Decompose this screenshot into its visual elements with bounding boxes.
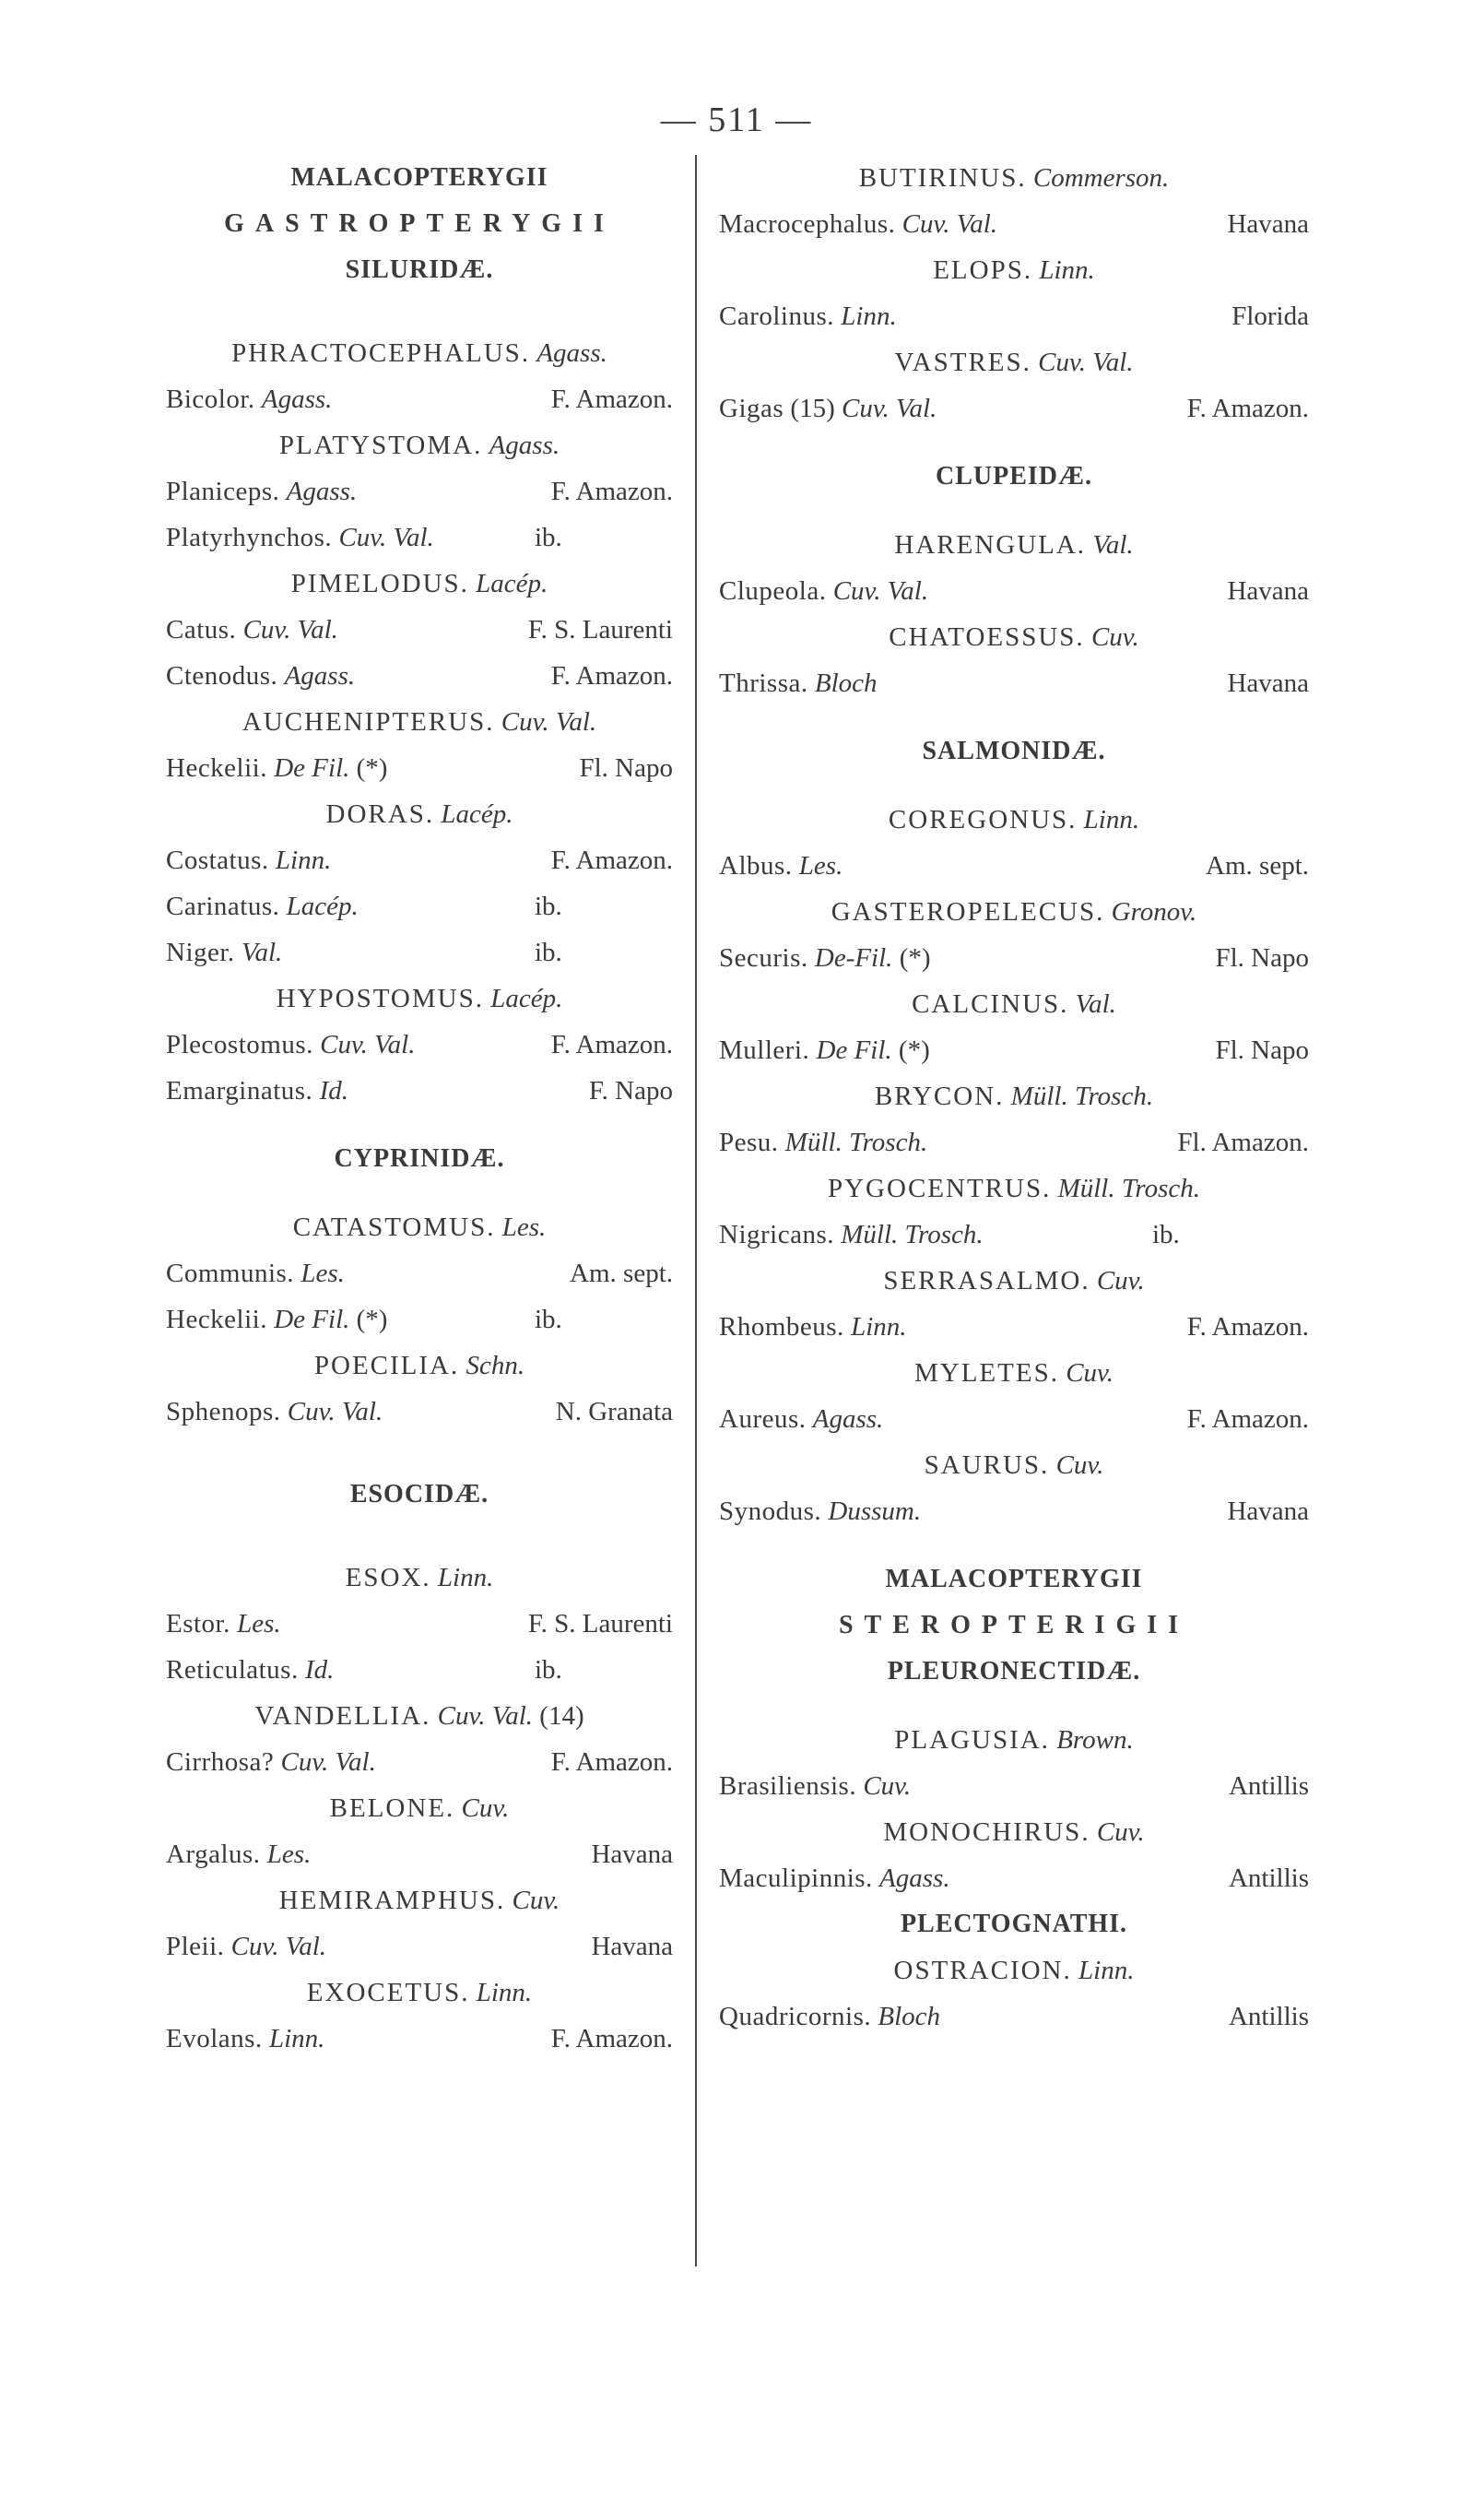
species-locality: Am. sept. <box>570 1259 673 1288</box>
genus-note: (14) <box>539 1701 584 1731</box>
genus-name: PYGOCENTRUS. <box>827 1174 1052 1203</box>
genus-heading <box>719 889 1309 935</box>
section-heading: GASTROPTERYGII <box>224 209 615 238</box>
species-entry <box>166 1739 673 1785</box>
species-authority: Les. <box>300 1259 345 1288</box>
genus-authority: Cuv. <box>1096 1817 1145 1847</box>
genus-authority: Cuv. <box>461 1793 510 1823</box>
species-name: Niger. <box>166 938 235 967</box>
species-name: Synodus. <box>719 1497 822 1526</box>
species-name: Clupeola. <box>719 576 827 606</box>
genus-heading <box>719 797 1309 843</box>
species-locality: F. Amazon. <box>550 1030 673 1059</box>
species-name: Brasiliensis. <box>719 1771 857 1801</box>
species-authority: Linn. <box>851 1312 907 1342</box>
species-locality: Antillis <box>1228 2002 1309 2031</box>
species-entry <box>166 1296 673 1343</box>
species-authority: Cuv. Val. <box>230 1932 327 1961</box>
species-locality: F. S. Laurenti <box>527 615 673 645</box>
spacer <box>166 1182 673 1204</box>
species-entry <box>719 1763 1309 1809</box>
section-heading: CLUPEIDÆ. <box>935 462 1092 491</box>
section-heading: STEROPTERIGII <box>838 1611 1190 1639</box>
species-authority: Cuv. Val. <box>832 576 929 606</box>
genus-authority: Cuv. Val. <box>437 1701 534 1731</box>
species-name: Costatus. <box>166 846 269 875</box>
genus-authority: Val. <box>1092 530 1134 560</box>
genus-authority: Linn. <box>476 1978 533 2007</box>
genus-authority: Gronov. <box>1111 897 1197 927</box>
genus-authority: Schn. <box>465 1351 525 1380</box>
genus-name: PHRACTOCEPHALUS. <box>231 338 531 368</box>
genus-heading <box>166 1204 673 1250</box>
species-locality: Havana <box>1227 668 1309 698</box>
section-heading: ESOCIDÆ. <box>349 1480 489 1508</box>
species-note: (15) <box>790 394 835 423</box>
species-authority: Cuv. <box>863 1771 912 1801</box>
genus-heading <box>719 1165 1309 1212</box>
genus-authority: Müll. Trosch. <box>1010 1082 1154 1111</box>
genus-heading <box>719 1258 1309 1304</box>
species-authority: De Fil. <box>816 1035 892 1065</box>
genus-name: PLAGUSIA. <box>894 1725 1050 1755</box>
species-name: Planiceps. <box>166 477 280 506</box>
species-name: Plecostomus. <box>166 1030 313 1059</box>
species-name: Maculipinnis. <box>719 1863 873 1893</box>
species-authority: Lacép. <box>286 892 359 921</box>
genus-name: CALCINUS. <box>912 989 1069 1019</box>
species-name: Pesu. <box>719 1128 779 1157</box>
species-entry <box>719 293 1309 339</box>
genus-heading <box>166 1555 673 1601</box>
species-locality: Havana <box>591 1840 673 1869</box>
species-name: Albus. <box>719 851 793 881</box>
genus-heading <box>166 422 673 468</box>
section-heading: PLEURONECTIDÆ. <box>887 1657 1141 1686</box>
species-authority: Cuv. Val. <box>280 1747 376 1777</box>
species-authority: De-Fil. <box>814 943 893 973</box>
genus-heading <box>166 791 673 837</box>
genus-heading <box>719 1442 1309 1488</box>
species-entry <box>166 653 673 699</box>
species-entry <box>166 2016 673 2062</box>
species-authority: Linn. <box>841 302 897 331</box>
species-locality: F. Napo <box>588 1076 673 1106</box>
species-locality: ib. <box>535 523 562 552</box>
genus-heading <box>166 1343 673 1389</box>
species-authority: Cuv. Val. <box>901 209 998 239</box>
species-locality: F. Amazon. <box>550 1747 673 1777</box>
spacer <box>719 775 1309 797</box>
species-entry <box>719 1396 1309 1442</box>
genus-authority: Lacép. <box>490 984 563 1013</box>
genus-name: DORAS. <box>325 799 435 829</box>
genus-authority: Cuv. <box>1066 1358 1114 1388</box>
species-locality: F. Amazon. <box>550 846 673 875</box>
right-column <box>719 155 1309 2040</box>
species-locality: ib. <box>535 938 562 967</box>
species-authority: Dussum. <box>828 1497 922 1526</box>
section-heading: CYPRINIDÆ. <box>334 1144 505 1173</box>
species-note: (*) <box>356 753 388 783</box>
species-name: Communis. <box>166 1259 295 1288</box>
species-entry <box>166 883 673 929</box>
species-name: Thrissa. <box>719 668 808 698</box>
genus-name: SAURUS. <box>924 1450 1050 1480</box>
genus-heading <box>719 1717 1309 1763</box>
species-locality: ib. <box>535 892 562 921</box>
species-name: Ctenodus. <box>166 661 278 691</box>
species-entry <box>166 1022 673 1068</box>
species-authority: Les. <box>266 1840 312 1869</box>
species-authority: Linn. <box>268 2024 325 2053</box>
species-authority: Cuv. Val. <box>320 1030 416 1059</box>
species-authority: Müll. Trosch. <box>841 1220 984 1249</box>
species-locality: Antillis <box>1228 1863 1309 1893</box>
genus-name: HYPOSTOMUS. <box>276 984 484 1013</box>
species-name: Argalus. <box>166 1840 261 1869</box>
species-entry <box>719 660 1309 706</box>
genus-authority: Val. <box>1075 989 1116 1019</box>
genus-authority: Linn. <box>1039 255 1095 285</box>
genus-authority: Linn. <box>1083 805 1140 834</box>
species-name: Heckelii. <box>166 1305 267 1334</box>
left-column <box>166 155 673 2062</box>
species-entry <box>166 1647 673 1693</box>
species-authority: De Fil. <box>274 753 350 783</box>
species-locality: F. Amazon. <box>1186 1312 1309 1342</box>
genus-name: COREGONUS. <box>888 805 1078 834</box>
genus-heading <box>166 1693 673 1739</box>
species-entry <box>166 1068 673 1114</box>
species-entry <box>719 1212 1309 1258</box>
species-locality: ib. <box>535 1305 562 1334</box>
genus-authority: Lacép. <box>476 569 548 598</box>
species-entry <box>166 1831 673 1877</box>
genus-authority: Cuv. <box>1096 1266 1145 1295</box>
species-authority: Müll. Trosch. <box>784 1128 928 1157</box>
spacer <box>166 1518 673 1555</box>
genus-heading <box>719 155 1309 201</box>
genus-authority: Linn. <box>1078 1956 1135 1985</box>
genus-heading <box>166 330 673 376</box>
genus-authority: Linn. <box>437 1563 494 1592</box>
species-authority: Val. <box>241 938 283 967</box>
species-authority: Cuv. Val. <box>842 394 937 423</box>
genus-heading <box>166 561 673 607</box>
species-entry <box>166 376 673 422</box>
species-name: Evolans. <box>166 2024 263 2053</box>
spacer <box>719 1534 1309 1556</box>
species-authority: Agass. <box>284 661 356 691</box>
species-note: (*) <box>356 1305 388 1334</box>
genus-heading <box>166 1785 673 1831</box>
species-entry <box>166 468 673 515</box>
species-locality: F. Amazon. <box>1186 394 1309 423</box>
genus-name: OSTRACION. <box>893 1956 1072 1985</box>
species-authority: De Fil. <box>274 1305 350 1334</box>
species-entry <box>166 1389 673 1435</box>
section-heading: PLECTOGNATHI. <box>900 1910 1128 1938</box>
genus-name: MONOCHIRUS. <box>883 1817 1090 1847</box>
species-entry <box>166 1601 673 1647</box>
species-locality: F. Amazon. <box>1186 1404 1309 1434</box>
section-heading: SILURIDÆ. <box>345 255 494 284</box>
species-locality: Fl. Napo <box>1215 1035 1309 1065</box>
species-entry <box>166 1250 673 1296</box>
genus-name: EXOCETUS. <box>306 1978 470 2007</box>
species-entry <box>719 1855 1309 1901</box>
genus-name: BELONE. <box>329 1793 455 1823</box>
genus-authority: Cuv. Val. <box>501 707 597 737</box>
genus-heading <box>719 1947 1309 1994</box>
genus-name: HEMIRAMPHUS. <box>278 1886 506 1915</box>
spacer <box>166 1435 673 1472</box>
genus-name: CHATOESSUS. <box>889 622 1085 652</box>
species-entry <box>166 1923 673 1970</box>
species-locality: Havana <box>591 1932 673 1961</box>
species-entry <box>719 1304 1309 1350</box>
genus-heading <box>719 614 1309 660</box>
genus-authority: Lacép. <box>441 799 513 829</box>
species-entry <box>166 515 673 561</box>
species-locality: Florida <box>1231 302 1309 331</box>
spacer <box>719 1695 1309 1717</box>
genus-authority: Agass. <box>489 431 560 460</box>
species-name: Macrocephalus. <box>719 209 896 239</box>
species-name: Mulleri. <box>719 1035 810 1065</box>
species-authority: Cuv. Val. <box>287 1397 383 1426</box>
genus-authority: Müll. Trosch. <box>1057 1174 1200 1203</box>
column-divider <box>695 155 697 2266</box>
genus-heading <box>166 699 673 745</box>
genus-name: BUTIRINUS. <box>858 163 1027 193</box>
species-name: Quadricornis. <box>719 2002 872 2031</box>
species-locality: F. Amazon. <box>550 385 673 414</box>
genus-heading <box>719 1350 1309 1396</box>
spacer <box>719 500 1309 522</box>
species-name: Carolinus. <box>719 302 835 331</box>
genus-name: ESOX. <box>345 1563 431 1592</box>
genus-name: SERRASALMO. <box>883 1266 1090 1295</box>
spacer <box>166 293 673 330</box>
species-locality: Havana <box>1227 576 1309 606</box>
genus-heading <box>719 339 1309 385</box>
species-authority: Id. <box>319 1076 348 1106</box>
species-locality: Fl. Napo <box>1215 943 1309 973</box>
species-authority: Cuv. Val. <box>242 615 338 645</box>
species-entry <box>719 843 1309 889</box>
genus-heading <box>166 1877 673 1923</box>
genus-name: POECILIA. <box>313 1351 460 1380</box>
species-authority: Les. <box>798 851 843 881</box>
species-authority: Les. <box>237 1609 281 1639</box>
species-entry <box>719 201 1309 247</box>
species-authority: Agass. <box>879 1863 950 1893</box>
species-name: Bicolor. <box>166 385 255 414</box>
genus-heading <box>719 1809 1309 1855</box>
genus-name: HARENGULA. <box>894 530 1087 560</box>
genus-name: ELOPS. <box>933 255 1033 285</box>
species-locality: Am. sept. <box>1206 851 1309 881</box>
genus-name: PLATYSTOMA. <box>278 431 483 460</box>
genus-name: AUCHENIPTERUS. <box>242 707 495 737</box>
species-entry <box>719 385 1309 432</box>
genus-authority: Les. <box>501 1213 547 1242</box>
species-locality: F. Amazon. <box>550 661 673 691</box>
genus-heading <box>166 1970 673 2016</box>
species-entry <box>719 935 1309 981</box>
genus-name: CATASTOMUS. <box>292 1213 496 1242</box>
species-locality: F. Amazon. <box>550 477 673 506</box>
species-entry <box>719 1119 1309 1165</box>
species-authority: Bloch <box>878 2002 941 2031</box>
species-name: Reticulatus. <box>166 1655 299 1685</box>
species-entry <box>719 1488 1309 1534</box>
species-authority: Bloch <box>814 668 878 698</box>
section-heading: MALACOPTERYGII <box>885 1565 1143 1593</box>
species-locality: Antillis <box>1228 1771 1309 1801</box>
species-entry <box>719 1994 1309 2040</box>
species-authority: Agass. <box>286 477 358 506</box>
species-entry <box>166 745 673 791</box>
genus-authority: Commerson. <box>1032 163 1170 193</box>
species-entry <box>166 837 673 883</box>
species-locality: N. Granata <box>555 1397 673 1426</box>
genus-heading <box>719 522 1309 568</box>
species-name: Catus. <box>166 615 237 645</box>
species-authority: Id. <box>304 1655 335 1685</box>
species-authority: Agass. <box>812 1404 884 1434</box>
genus-authority: Cuv. <box>1055 1450 1104 1480</box>
genus-name: BRYCON. <box>874 1082 1005 1111</box>
species-authority: Agass. <box>261 385 333 414</box>
species-entry <box>166 929 673 976</box>
species-name: Emarginatus. <box>166 1076 313 1106</box>
species-authority: Linn. <box>275 846 332 875</box>
species-name: Heckelii. <box>166 753 267 783</box>
species-name: Sphenops. <box>166 1397 281 1426</box>
species-entry <box>719 568 1309 614</box>
species-name: Carinatus. <box>166 892 280 921</box>
species-name: Pleii. <box>166 1932 225 1961</box>
species-locality: Fl. Napo <box>579 753 673 783</box>
genus-authority: Cuv. Val. <box>1038 348 1134 377</box>
species-name: Securis. <box>719 943 808 973</box>
genus-heading <box>719 981 1309 1027</box>
species-locality: ib. <box>1152 1220 1180 1249</box>
species-locality: Havana <box>1227 209 1309 239</box>
species-entry <box>166 607 673 653</box>
species-locality: ib. <box>535 1655 562 1685</box>
genus-authority: Brown. <box>1056 1725 1134 1755</box>
species-locality: Havana <box>1227 1497 1309 1526</box>
species-name: Platyrhynchos. <box>166 523 333 552</box>
species-name: Nigricans. <box>719 1220 834 1249</box>
genus-heading <box>166 976 673 1022</box>
section-heading: SALMONIDÆ. <box>922 737 1106 765</box>
spacer <box>719 432 1309 454</box>
genus-name: PIMELODUS. <box>290 569 469 598</box>
genus-authority: Cuv. <box>1090 622 1139 652</box>
genus-name: VANDELLIA. <box>254 1701 431 1731</box>
genus-name: MYLETES. <box>913 1358 1059 1388</box>
species-entry <box>719 1027 1309 1073</box>
species-name: Rhombeus. <box>719 1312 844 1342</box>
genus-heading <box>719 1073 1309 1119</box>
spacer <box>166 1114 673 1136</box>
species-note: (*) <box>898 1035 930 1065</box>
species-note: (*) <box>899 943 931 973</box>
genus-name: VASTRES. <box>894 348 1031 377</box>
species-locality: F. S. Laurenti <box>527 1609 673 1639</box>
spacer <box>719 706 1309 728</box>
species-name: Estor. <box>166 1609 230 1639</box>
species-locality: F. Amazon. <box>550 2024 673 2053</box>
section-heading: MALACOPTERYGII <box>290 163 548 192</box>
species-name: Cirrhosa? <box>166 1747 275 1777</box>
genus-name: GASTEROPELECUS. <box>831 897 1105 927</box>
page-number: — 511 — <box>660 101 813 139</box>
genus-heading <box>719 247 1309 293</box>
genus-authority: Cuv. <box>512 1886 560 1915</box>
species-locality: Fl. Amazon. <box>1177 1128 1309 1157</box>
species-name: Aureus. <box>719 1404 807 1434</box>
genus-authority: Agass. <box>536 338 607 368</box>
species-name: Gigas <box>719 394 784 423</box>
species-authority: Cuv. Val. <box>338 523 434 552</box>
